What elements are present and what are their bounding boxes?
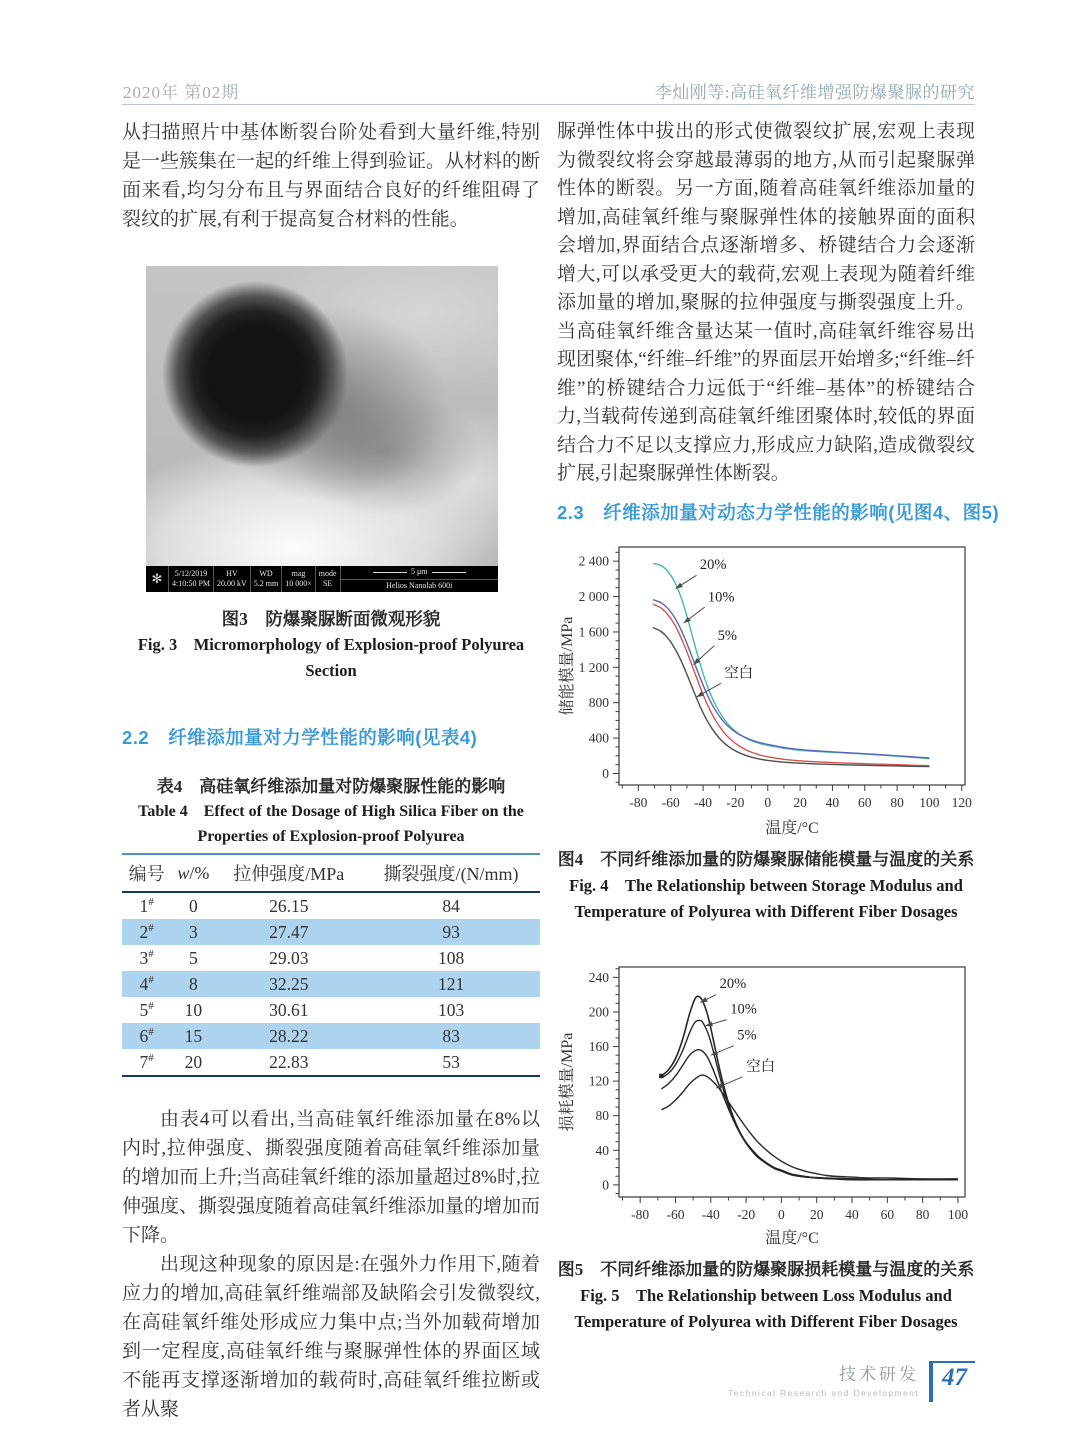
table4-caption-cn: 表4 高硅氧纤维添加量对防爆聚脲性能的影响 (156, 777, 506, 796)
table-cell: 5# (139, 999, 154, 1020)
table-cell: 1# (139, 895, 154, 916)
section-2-2-heading: 2.2 纤维添加量对力学性能的影响(见表4) (122, 727, 478, 748)
svg-text:10%: 10% (730, 1001, 757, 1018)
header-rule (122, 104, 975, 105)
svg-text:20%: 20% (699, 556, 727, 573)
table-cell: 4# (139, 973, 154, 994)
table-cell: 7# (139, 1051, 154, 1072)
svg-text:800: 800 (588, 694, 609, 710)
table-row (122, 1049, 540, 1076)
svg-text:20: 20 (793, 794, 807, 810)
table-cell: 6# (139, 1025, 154, 1046)
sem-datetime (168, 566, 213, 592)
svg-text:40: 40 (595, 1142, 609, 1158)
svg-text:80: 80 (890, 794, 904, 810)
svg-text:80: 80 (915, 1206, 930, 1222)
svg-text:160: 160 (588, 1038, 609, 1054)
paragraph: 从扫描照片中基体断裂台阶处看到大量纤维,特别是一些簇集在一起的纤维上得到验证。从材料的断面来看,均匀分布且与界面结合良好的纤维阻碍了裂纹的扩展,有利于提高复合材料的性能。 (122, 122, 541, 230)
paragraph: 脲弹性体中拔出的形式使微裂纹扩展,宏观上表现为微裂纹将会穿越最薄弱的地方,从而引起聚脲弹性体的断裂。另一方面,随着高硅氧纤维添加量的增加,高硅氧纤维与聚脲弹性体的接触界面的面积会增加,界面结合点逐渐增多、桥键结合力会逐渐增大,可以承受更大的载荷,宏观上表现为随着纤维添加量的增加,聚脲的拉伸强度与撕裂强度上升。当高硅氧纤维含量达某一值时,高硅氧纤维容易出现团聚体,“纤维–纤维”的界面层开始增多;“纤维–纤维”的桥键结合力远低于“纤维–基体”的桥键结合力,当载荷传递到高硅氧纤维团聚体时,较低的界面结合力不足以支撑应力,形成应力缺陷,造成微裂纹扩展,引起聚脲弹性体断裂。 (557, 121, 975, 484)
svg-text:空白: 空白 (746, 1058, 776, 1075)
svg-text:80: 80 (595, 1107, 609, 1123)
table-cell: 2# (139, 921, 154, 942)
table-cell: 83 (442, 1025, 460, 1046)
fig5-chart (557, 953, 975, 1253)
svg-text:60: 60 (858, 794, 872, 810)
sem-scale-bar (341, 566, 498, 579)
table-row (122, 1023, 540, 1049)
table-cell: 32.25 (269, 973, 309, 994)
table-header-cell: 拉伸强度/MPa (215, 854, 362, 892)
table-cell: 22.83 (269, 1051, 309, 1072)
table-cell: 5 (189, 947, 198, 968)
svg-text:2 400: 2 400 (578, 553, 609, 569)
header-running-title: 李灿刚等:高硅氧纤维增强防爆聚脲的研究 (654, 83, 975, 102)
svg-text:-40: -40 (701, 1206, 720, 1222)
svg-text:0: 0 (602, 1176, 609, 1192)
svg-text:温度/°C: 温度/°C (765, 819, 819, 837)
sem-micrograph (146, 266, 498, 566)
figure3-sem-image (146, 266, 498, 592)
svg-text:0: 0 (764, 794, 772, 810)
sem-scale-label: 5 μm (411, 567, 428, 577)
sem-time: 4:10:50 PM (172, 579, 211, 588)
table-cell: 103 (437, 999, 465, 1020)
table-row (122, 945, 540, 971)
sem-date: 5/12/2019 (174, 569, 208, 578)
svg-text:0: 0 (602, 765, 609, 781)
sem-field-wd: WD 5.2 mm (250, 566, 281, 592)
table-cell: 30.61 (269, 999, 309, 1020)
svg-text:5%: 5% (717, 627, 737, 644)
table-cell: 15 (184, 1025, 203, 1046)
svg-text:-80: -80 (631, 1206, 650, 1222)
table-header-cell: 撕裂强度/(N/mm) (362, 854, 540, 892)
table4 (122, 853, 540, 1077)
table-header-cell: 编号 (122, 854, 171, 892)
svg-text:100: 100 (947, 1206, 969, 1222)
svg-text:400: 400 (588, 730, 609, 746)
svg-text:损耗模量/MPa: 损耗模量/MPa (559, 1032, 576, 1131)
fig4-chart (557, 533, 975, 843)
svg-text:储能模量/MPa: 储能模量/MPa (559, 616, 576, 715)
fig4-caption-cn: 图4 不同纤维添加量的防爆聚脲储能模量与温度的关系 (557, 849, 975, 869)
sem-info-bar (146, 566, 498, 592)
table-cell: 3# (139, 947, 154, 968)
footer-section-en: Technical Research and Development (728, 1388, 919, 1398)
page-footer (728, 1360, 975, 1402)
table-cell: 10 (184, 999, 203, 1020)
svg-text:-80: -80 (629, 794, 648, 810)
table-cell: 20 (184, 1051, 203, 1072)
svg-text:0: 0 (778, 1206, 785, 1222)
svg-text:-20: -20 (726, 794, 745, 810)
header-issue: 2020年 第02期 (123, 83, 240, 102)
fig4-caption-en2: Temperature of Polyurea with Different Fiber Dosages (574, 901, 958, 921)
table-cell: 28.22 (269, 1025, 309, 1046)
footer-section-cn: 技术研发 (839, 1365, 919, 1384)
fig3-caption-cn: 图3 防爆聚脲断面微观形貌 (221, 609, 441, 629)
paragraph: 由表4可以看出,当高硅氧纤维添加量在8%以内时,拉伸强度、撕裂强度随着高硅氧纤维添加量的增加而上升;当高硅氧纤维的添加量超过8%时,拉伸强度、撕裂强度随着高硅氧纤维添加量的增加而下降。 (122, 1109, 541, 1246)
svg-text:60: 60 (880, 1206, 895, 1222)
table-cell: 26.15 (269, 895, 309, 916)
fig5-caption-cn: 图5 不同纤维添加量的防爆聚脲损耗模量与温度的关系 (557, 1259, 975, 1279)
section-2-3-heading: 2.3 纤维添加量对动态力学性能的影响(见图4、图5) (557, 501, 1000, 523)
svg-text:20: 20 (809, 1206, 824, 1222)
page-number: 47 (929, 1361, 975, 1402)
svg-text:120: 120 (588, 1073, 609, 1089)
svg-text:-60: -60 (661, 794, 680, 810)
table-cell: 3 (189, 921, 198, 942)
fig5-caption-en: Fig. 5 The Relationship between Loss Modulus and (580, 1285, 952, 1305)
svg-text:120: 120 (951, 794, 972, 810)
sem-instrument: Helios Nanolab 600i (341, 579, 498, 593)
svg-text:1 200: 1 200 (578, 659, 609, 675)
table-cell: 121 (437, 973, 465, 994)
sem-scale-area (340, 566, 498, 592)
table-cell: 53 (442, 1051, 460, 1072)
paragraph: 出现这种现象的原因是:在强外力作用下,随着应力的增加,高硅氧纤维端部及缺陷会引发微裂纹,在高硅氧纤维处形成应力集中点;当外加载荷增加到一定程度,高硅氧纤维与聚脲弹性体的界面区域不能再支撑逐渐增加的载荷时,高硅氧纤维拉断或者从聚 (122, 1254, 540, 1420)
table-cell: 93 (442, 921, 460, 942)
svg-text:40: 40 (845, 1206, 859, 1222)
svg-text:10%: 10% (707, 588, 735, 605)
table-cell: 27.47 (269, 921, 309, 942)
table-cell: 84 (442, 895, 460, 916)
svg-text:温度/°C: 温度/°C (765, 1229, 819, 1247)
left-column (122, 118, 540, 1424)
svg-text:-40: -40 (694, 794, 713, 810)
fig5-caption-en2: Temperature of Polyurea with Different Fiber Dosages (574, 1311, 958, 1331)
table-row (122, 971, 540, 997)
svg-text:1 600: 1 600 (578, 623, 609, 639)
svg-text:空白: 空白 (724, 665, 754, 682)
table-row (122, 919, 540, 945)
table4-caption-en2: Properties of Explosion-proof Polyurea (197, 828, 465, 845)
table-cell: 108 (437, 947, 465, 968)
sem-field-mode: mode SE (315, 566, 340, 592)
sem-field-hv: HV 20.00 kV (213, 566, 250, 592)
fig3-caption-en2: Section (305, 661, 357, 680)
table-cell: 8 (189, 973, 198, 994)
svg-text:240: 240 (588, 969, 609, 985)
table-header-row (122, 854, 540, 892)
svg-text:2 000: 2 000 (578, 588, 609, 604)
fig4-caption-en: Fig. 4 The Relationship between Storage Modulus and (569, 875, 963, 895)
svg-text:20%: 20% (719, 975, 747, 992)
table-cell: 29.03 (269, 947, 309, 968)
svg-text:-20: -20 (737, 1206, 756, 1222)
svg-text:40: 40 (825, 794, 840, 810)
sem-vendor-icon: ✻ (151, 570, 163, 586)
table-row (122, 997, 540, 1023)
table-row (122, 892, 540, 919)
sem-field-mag: mag 10 000× (281, 566, 315, 592)
fig3-caption-en: Fig. 3 Micromorphology of Explosion-proof Polyurea (137, 635, 525, 654)
svg-text:-60: -60 (666, 1206, 685, 1222)
table-header-cell: w/% (171, 854, 215, 892)
table-cell: 0 (189, 895, 198, 916)
svg-text:100: 100 (919, 794, 940, 810)
right-column (557, 118, 1000, 1335)
table4-caption-en: Table 4 Effect of the Dosage of High Silica Fiber on the (138, 803, 524, 820)
svg-text:200: 200 (588, 1003, 609, 1019)
svg-text:5%: 5% (737, 1027, 757, 1044)
